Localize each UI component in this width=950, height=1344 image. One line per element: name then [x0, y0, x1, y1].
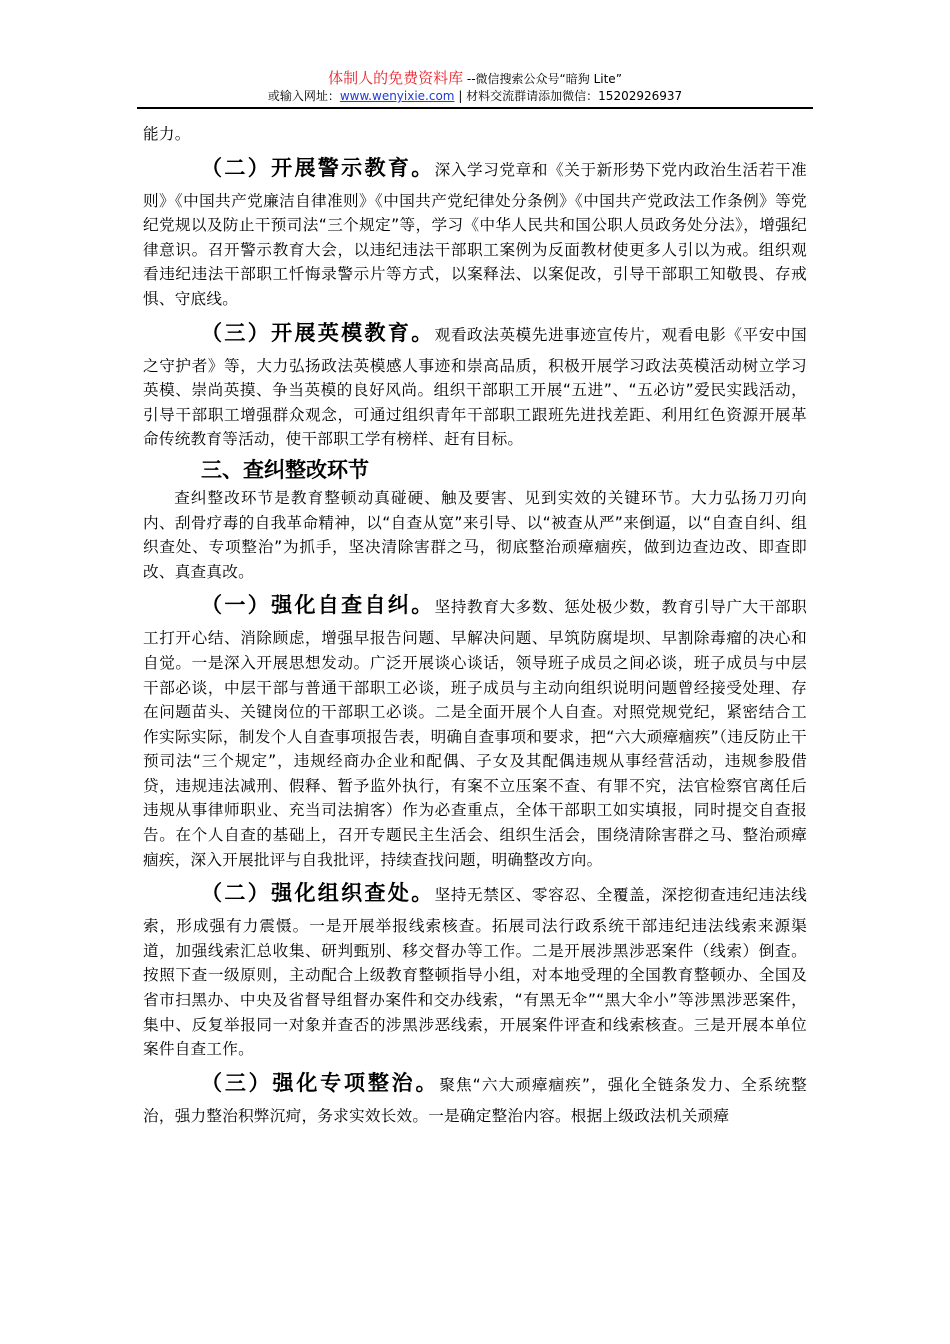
subsection-special-rectification — [143, 1062, 807, 1129]
subsection-text: 观看政法英模先进事迹宣传片，观看电影《平安中国之守护者》等，大力弘扬政法英模感人事迹和崇高品质，积极开展学习政法英模活动树立学习英模、崇尚英摸、争当英模的良好风尚。组织干部职工开展“五进”、“五必访”爱民实践活动，引导干部职工增强群众观念，可通过组织青年干部职工跟班先进找差距、利用红色资源开展革命传统教育等活动，使干部职工学有榜样、赶有目标。 — [143, 325, 807, 449]
section-heading-rectification: 三、查纠整改环节 — [201, 457, 369, 482]
subsection-heading: （二）强化组织查处。 — [201, 880, 435, 906]
subsection-heading: （三）开展英模教育。 — [201, 319, 435, 345]
paragraph-carryover: 能力。 — [143, 125, 191, 143]
header-promo-line — [137, 68, 813, 88]
header-contact-line — [137, 88, 813, 105]
subsection-heading: （二）开展警示教育。 — [201, 154, 435, 180]
subsection-text: 聚焦“六大顽瘴痼疾”，强化全链条发力、全系统整治，强力整治积弊沉疴，务求实效长效。一是确定整治内容。根据上级政法机关顽瘴 — [143, 1075, 807, 1125]
section-intro: 查纠整改环节是教育整顿动真碰硬、触及要害、见到实效的关键环节。大力弘扬刀刃向内、刮骨疗毒的自我革命精神，以“自查从宽”来引导、以“被查从严”来倒逼，以“自查自纠、组织查处、专项整治”为抓手，坚决清除害群之马，彻底整治顽瘴痼疾，做到边查边改、即查即改、真查真改。 — [143, 488, 807, 581]
url-label: 或输入网址： — [267, 89, 340, 103]
subsection-heading: （一）强化自查自纠。 — [201, 592, 435, 618]
subsection-text: 深入学习党章和《关于新形势下党内政治生活若干准则》《中国共产党廉洁自律准则》《中国共产党纪律处分条例》《中国共产党政法工作条例》等党纪党规以及防止干预司法“三个规定”等，学习《中华人民共和国公职人员政务处分法》，增强纪律意识。召开警示教育大会，以违纪违法干部职工案例为反面教材使更多人引以为戒。组织观看违纪违法干部职工忏悔录警示片等方式，以案释法、以案促改，引导干部职工知敬畏、存戒惧、守底线。 — [143, 160, 807, 308]
document-body — [143, 122, 807, 1128]
subsection-heading: （三）强化专项整治。 — [201, 1069, 440, 1095]
subsection-text: 坚持无禁区、零容忍、全覆盖，深挖彻查违纪违法线索，形成强有力震慑。一是开展举报线索核查。拓展司法行政系统干部违纪违法线索来源渠道，加强线索汇总收集、研判甄别、移交督办等工作。二是开展涉黑涉恶案件（线索）倒查。按照下查一级原则，主动配合上级教育整顿指导小组，对本地受理的全国教育整顿办、全国及省市扫黑办、中央及省督导组督办案件和交办线索，“有黑无伞”“黑大伞小”等涉黑涉恶案件，集中、反复举报同一对象并查否的涉黑涉恶线索，开展案件评查和线索核查。三是开展本单位案件自查工作。 — [143, 886, 807, 1059]
website-link[interactable]: www.wenyixie.com — [339, 89, 455, 103]
subsection-text: 坚持教育大多数、惩处极少数，教育引导广大干部职工打开心结、消除顾虑，增强早报告问题、早解决问题、早筑防腐堤坝、早割除毒瘤的决心和自觉。一是深入开展思想发动。广泛开展谈心谈话，领导班子成员之间必谈，班子成员与中层干部必谈，中层干部与普通干部职工必谈，班子成员与主动向组织说明问题曾经接受处理、存在问题苗头、关键岗位的干部职工必谈。二是全面开展个人自查。对照党规党纪，紧密结合工作实际实际，制发个人自查事项报告表，明确自查事项和要求，把“六大顽瘴痼疾”（违反防止干预司法“三个规定”，违规经商办企业和配偶、子女及其配偶违规从事经营活动，违规参股借贷，违规违法减刑、假释、暂予监外执行，有案不立压案不查、有罪不究，法官检察官离任后违规从事律师职业、充当司法掮客）作为必查重点，全体干部职工如实填报，同时提交自查报告。在个人自查的基础上，召开专题民主生活会、组织生活会，围绕清除害群之马、整治顽瘴痼疾，深入开展批评与自我批评，持续查找问题，明确整改方向。 — [143, 598, 807, 869]
contact-text: | 材料交流群请添加微信：15202926937 — [454, 89, 683, 103]
page-header — [137, 68, 813, 105]
subsection-organizational-investigation — [143, 872, 807, 1062]
subsection-hero-education — [143, 312, 807, 452]
header-divider — [137, 107, 813, 109]
header-tagline: --微信搜索公众号“暗狗 Lite” — [463, 72, 622, 86]
brand-title: 体制人的免费资料库 — [328, 69, 464, 87]
subsection-self-inspection — [143, 584, 807, 872]
subsection-warning-education — [143, 147, 807, 312]
